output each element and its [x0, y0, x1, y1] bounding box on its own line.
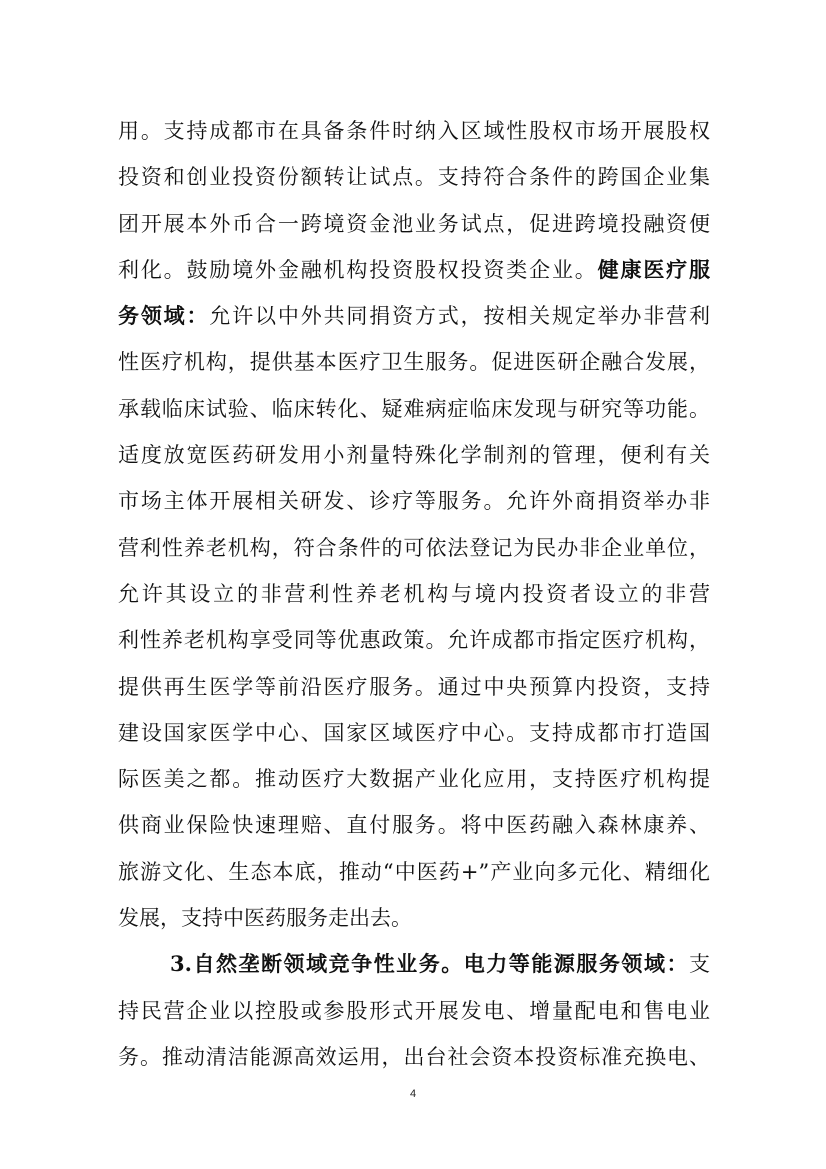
- text-segment: 旅游文化、生态本底，推动“中医药+”产业向多元化、精细化: [118, 859, 710, 884]
- text-segment: 允许以中外共同捐资方式，按相关规定举办非营利: [209, 304, 710, 329]
- text-line: [118, 480, 710, 526]
- text-segment: 用。支持成都市在具备条件时纳入区域性股权市场开展股权: [118, 119, 710, 143]
- text-line: [118, 573, 710, 619]
- bold-text-segment: 务领域：: [118, 303, 210, 329]
- text-line: [118, 804, 710, 850]
- text-line: [118, 990, 710, 1036]
- text-line: [118, 110, 710, 156]
- text-segment: 适度放宽医药研发用小剂量特殊化学制剂的管理，便利有关: [118, 443, 710, 468]
- text-segment: 提供再生医学等前沿医疗服务。通过中央预算内投资，支持: [118, 674, 710, 699]
- text-line: [118, 249, 710, 295]
- text-segment: 营利性养老机构，符合条件的可依法登记为民办非企业单位，: [118, 535, 710, 560]
- text-line: [118, 666, 710, 712]
- text-segment: 市场主体开展相关研发、诊疗等服务。允许外商捐资举办非: [118, 489, 710, 514]
- text-line: [118, 156, 710, 202]
- text-segment: 允许其设立的非营利性养老机构与境内投资者设立的非营: [118, 581, 710, 606]
- text-line: [118, 712, 710, 758]
- text-line: [118, 341, 710, 387]
- text-segment: 利性养老机构享受同等优惠政策。允许成都市指定医疗机构，: [118, 628, 710, 653]
- text-line: [118, 203, 710, 249]
- text-segment: 性医疗机构，提供基本医疗卫生服务。促进医研企融合发展，: [118, 350, 710, 375]
- text-segment: 务。推动清洁能源高效运用，出台社会资本投资标准充换电、: [118, 1044, 710, 1069]
- text-line: [118, 619, 710, 665]
- body-text: [118, 110, 710, 1082]
- text-line: [118, 388, 710, 434]
- text-segment: 承载临床试验、临床转化、疑难病症临床发现与研究等功能。: [118, 396, 710, 421]
- text-line: [118, 943, 710, 989]
- text-segment: 建设国家医学中心、国家区域医疗中心。支持成都市打造国: [118, 720, 710, 745]
- text-segment: 团开展本外币合一跨境资金池业务试点，促进跨境投融资便: [118, 211, 710, 236]
- text-line: [118, 758, 710, 804]
- text-line: [118, 851, 710, 897]
- bold-text-segment: 3.自然垄断领域竞争性业务。电力等能源服务领域：: [170, 951, 689, 977]
- text-line: [118, 897, 710, 943]
- page-number: 4: [409, 1088, 417, 1100]
- text-line: [118, 295, 710, 341]
- text-line: [118, 527, 710, 573]
- text-line: [118, 434, 710, 480]
- bold-text-segment: 健康医疗服: [597, 256, 710, 282]
- text-segment: 支: [689, 952, 710, 977]
- text-segment: 供商业保险快速理赔、直付服务。将中医药融入森林康养、: [118, 813, 710, 838]
- text-segment: 际医美之都。推动医疗大数据产业化应用，支持医疗机构提: [118, 767, 710, 792]
- text-segment: 持民营企业以控股或参股形式开展发电、增量配电和售电业: [118, 998, 710, 1023]
- text-segment: 发展，支持中医药服务走出去。: [118, 906, 412, 931]
- text-line: [118, 1036, 710, 1082]
- text-segment: 利化。鼓励境外金融机构投资股权投资类企业。: [118, 257, 598, 282]
- text-segment: 投资和创业投资份额转让试点。支持符合条件的跨国企业集: [118, 165, 710, 190]
